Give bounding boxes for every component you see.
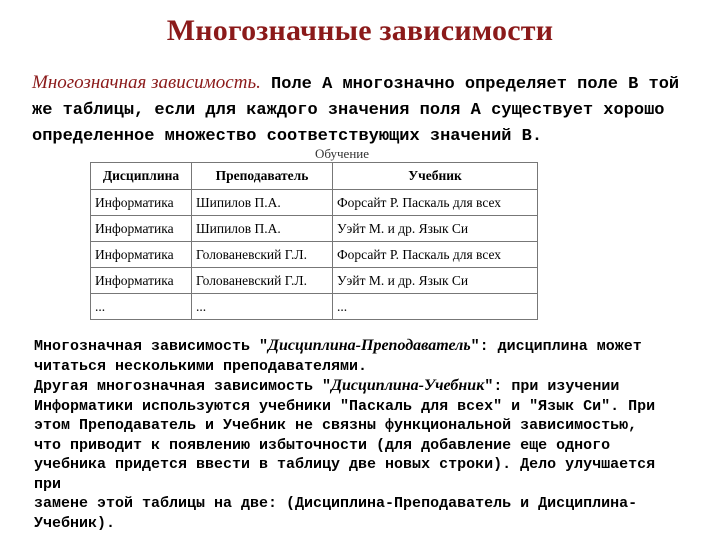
- definition-line-2: же таблицы, если для каждого значения поля А существует хорошо: [32, 101, 665, 120]
- cell-textbook: Форсайт Р. Паскаль для всех: [333, 190, 538, 216]
- cell-textbook: Уэйт М. и др. Язык Си: [333, 268, 538, 294]
- table-row: [91, 190, 538, 216]
- cell-teacher: Голованевский Г.Л.: [192, 242, 333, 268]
- cell-textbook: Форсайт Р. Паскаль для всех: [333, 242, 538, 268]
- cell-textbook: ...: [333, 294, 538, 320]
- cell-textbook: Уэйт М. и др. Язык Си: [333, 216, 538, 242]
- cell-teacher: Шипилов П.А.: [192, 216, 333, 242]
- p1-prefix: Многозначная зависимость ": [34, 338, 269, 355]
- table-row: [91, 216, 538, 242]
- definition-paragraph: [32, 70, 692, 150]
- slide-title: Многозначные зависимости: [166, 14, 554, 47]
- p1-suffix: ": дисциплина может: [470, 338, 642, 355]
- explanation-text: [34, 336, 674, 533]
- table-caption: Обучение: [315, 146, 369, 161]
- p2-line-5: учебника придется ввести в таблицу две новых строки). Дело улучшается при: [34, 456, 656, 493]
- p1-line-2: читаться несколькими преподавателями.: [34, 357, 368, 375]
- education-table: [90, 162, 538, 320]
- cell-discipline: Информатика: [91, 216, 192, 242]
- cell-teacher: Голованевский Г.Л.: [192, 268, 333, 294]
- p2-italic: Дисциплина-Учебник: [331, 377, 485, 394]
- cell-discipline: ...: [91, 294, 192, 320]
- explanation-paragraph-1: [34, 336, 674, 376]
- p2-line-7: Учебник).: [34, 514, 116, 532]
- cell-discipline: Информатика: [91, 190, 192, 216]
- definition-line-1: Поле А многозначно определяет поле В той: [260, 75, 680, 94]
- cell-discipline: Информатика: [91, 242, 192, 268]
- header-discipline: Дисциплина: [91, 163, 192, 190]
- cell-teacher: ...: [192, 294, 333, 320]
- definition-term: Многозначная зависимость.: [32, 72, 261, 93]
- table-row: [91, 242, 538, 268]
- table-header-row: [91, 163, 538, 190]
- header-teacher: Преподаватель: [192, 163, 333, 190]
- p2-line-2: Информатики используются учебники "Паскаль для всех" и "Язык Си". При: [34, 397, 656, 415]
- p2-line-6: замене этой таблицы на две: (Дисциплина-Преподаватель и Дисциплина-: [34, 495, 638, 512]
- definition-line-3: определенное множество соответствующих значений В.: [32, 127, 543, 146]
- explanation-paragraph-2: [34, 376, 674, 533]
- p2-line-3: этом Преподаватель и Учебник не связны функциональной зависимостью,: [34, 417, 638, 434]
- header-textbook: Учебник: [333, 163, 538, 190]
- cell-teacher: Шипилов П.А.: [192, 190, 333, 216]
- p2-suffix: ": при изучении: [484, 378, 620, 395]
- p2-line-4: что приводит к появлению избыточности (для добавление еще одного: [34, 436, 611, 454]
- table-row: [91, 294, 538, 320]
- table-row: [91, 268, 538, 294]
- cell-discipline: Информатика: [91, 268, 192, 294]
- p2-prefix: Другая многозначная зависимость ": [34, 378, 332, 395]
- p1-italic: Дисциплина-Преподаватель: [268, 337, 471, 354]
